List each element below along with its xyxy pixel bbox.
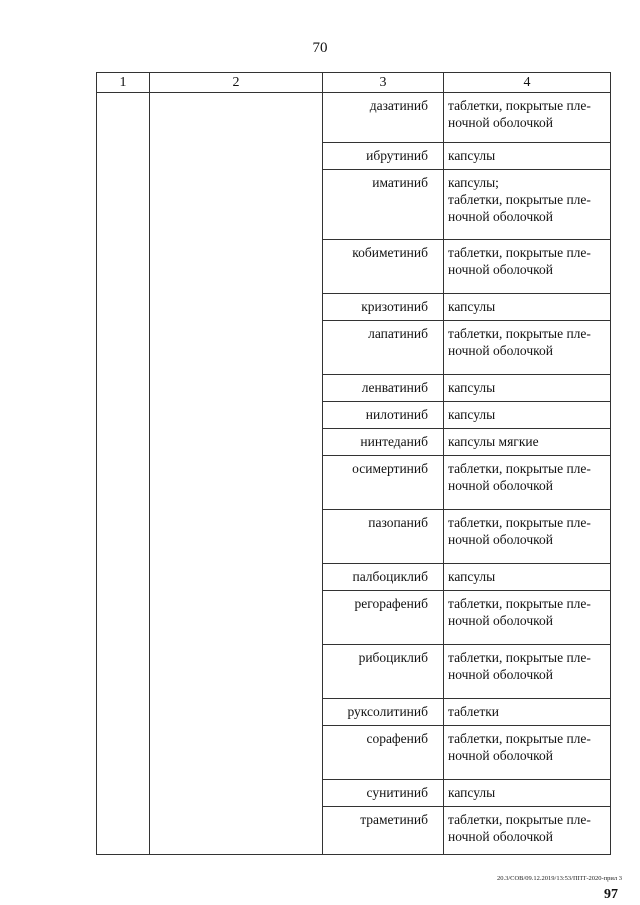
- dosage-form-cell: таблетки, покрытые пле- ночной оболочкой: [444, 645, 611, 699]
- page-number: 70: [312, 40, 328, 56]
- drug-name-cell: лапатиниб: [323, 321, 444, 375]
- dosage-form-cell: капсулы: [444, 564, 611, 591]
- drug-name-cell: кризотиниб: [323, 294, 444, 321]
- table-header-row: [97, 73, 611, 93]
- dosage-form-cell: капсулы мягкие: [444, 429, 611, 456]
- footer-page-number: 97: [604, 887, 618, 902]
- dosage-form-cell: таблетки, покрытые пле- ночной оболочкой: [444, 321, 611, 375]
- drug-name-cell: нилотиниб: [323, 402, 444, 429]
- header-col-4: 4: [444, 73, 611, 93]
- dosage-form-cell: капсулы: [444, 143, 611, 170]
- drug-name-cell: нинтеданиб: [323, 429, 444, 456]
- drug-name-cell: ленватиниб: [323, 375, 444, 402]
- drug-name-cell: палбоциклиб: [323, 564, 444, 591]
- header-col-1: 1: [97, 73, 150, 93]
- drug-name-cell: дазатиниб: [323, 93, 444, 143]
- drug-table-container: [96, 72, 610, 855]
- dosage-form-cell: капсулы: [444, 402, 611, 429]
- drug-name-cell: ибрутиниб: [323, 143, 444, 170]
- drug-name-cell: сорафениб: [323, 726, 444, 780]
- drug-name-cell: пазопаниб: [323, 510, 444, 564]
- dosage-form-cell: таблетки, покрытые пле- ночной оболочкой: [444, 240, 611, 294]
- drug-name-cell: руксолитиниб: [323, 699, 444, 726]
- dosage-form-cell: капсулы: [444, 294, 611, 321]
- dosage-form-cell: таблетки, покрытые пле- ночной оболочкой: [444, 726, 611, 780]
- drug-name-cell: рибоциклиб: [323, 645, 444, 699]
- header-col-3: 3: [323, 73, 444, 93]
- drug-name-cell: осимертиниб: [323, 456, 444, 510]
- dosage-form-cell: капсулы: [444, 780, 611, 807]
- table-row: [97, 93, 611, 143]
- drug-name-cell: траметиниб: [323, 807, 444, 855]
- drug-name-cell: кобиметиниб: [323, 240, 444, 294]
- dosage-form-cell: таблетки, покрытые пле- ночной оболочкой: [444, 591, 611, 645]
- document-stamp: 20.3/СОВ/09.12.2019/13:53/ППТ-2020-прил 3: [496, 875, 622, 882]
- table-body: [97, 93, 611, 855]
- dosage-form-cell: таблетки, покрытые пле- ночной оболочкой: [444, 807, 611, 855]
- dosage-form-cell: таблетки, покрытые пле- ночной оболочкой: [444, 93, 611, 143]
- dosage-form-cell: таблетки, покрытые пле- ночной оболочкой: [444, 456, 611, 510]
- dosage-form-cell: капсулы: [444, 375, 611, 402]
- drug-name-cell: сунитиниб: [323, 780, 444, 807]
- dosage-form-cell: таблетки, покрытые пле- ночной оболочкой: [444, 510, 611, 564]
- header-col-2: 2: [150, 73, 323, 93]
- col-2-cell: [150, 93, 323, 855]
- col-1-cell: [97, 93, 150, 855]
- dosage-form-cell: таблетки: [444, 699, 611, 726]
- dosage-form-cell: капсулы; таблетки, покрытые пле- ночной оболочкой: [444, 170, 611, 240]
- drug-name-cell: регорафениб: [323, 591, 444, 645]
- drug-table: [96, 72, 611, 855]
- drug-name-cell: иматиниб: [323, 170, 444, 240]
